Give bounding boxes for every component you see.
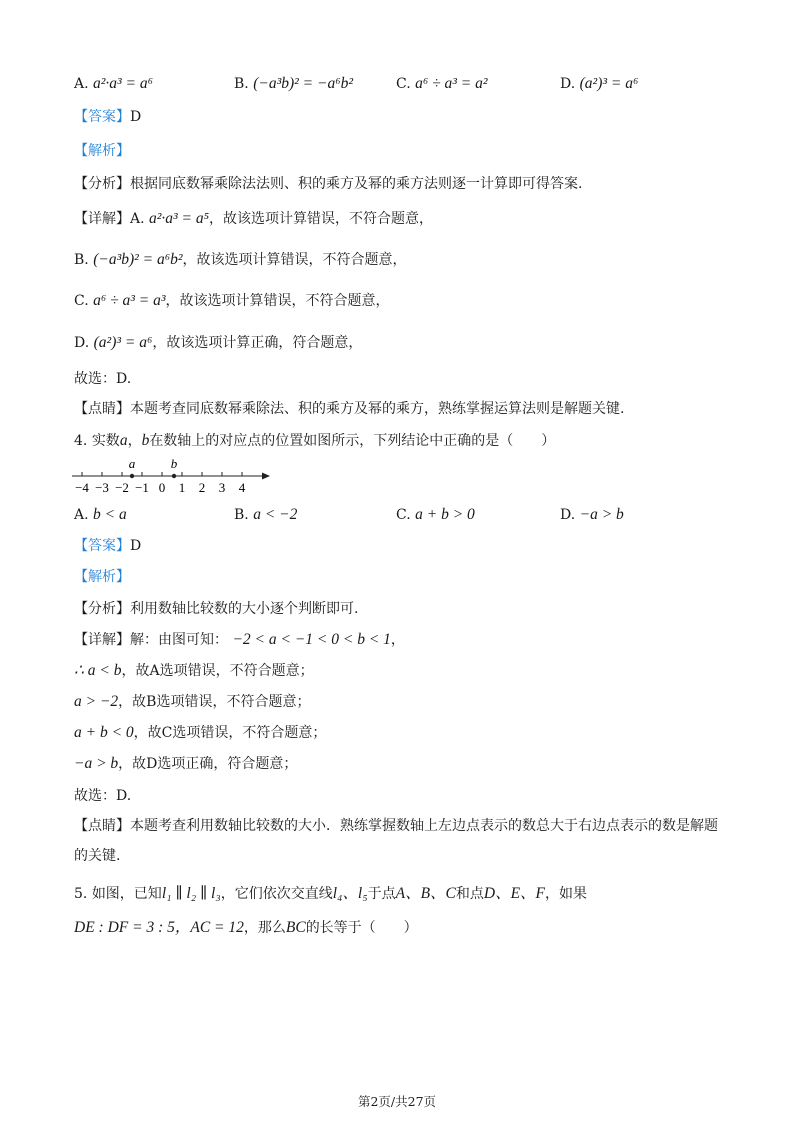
stem-text: ， [127,433,142,449]
option-expression: a⁶ ÷ a³ = a² [415,75,488,92]
option-letter: A. [74,76,89,92]
stem-text: 实数 [91,433,120,449]
detail-lead: B. [74,252,89,268]
q4-fenxi [74,599,358,619]
number-line-figure [70,452,280,496]
q5-stem-line-1 [74,884,587,904]
option-expression: a < −2 [253,506,298,523]
detail-expression: a²·a³ = a⁵ [149,210,210,227]
dianjing-text: 本题考查利用数轴比较数的大小．熟练掌握数轴上左边点表示的数总大于右边点表示的数是解题的关键. [74,818,718,864]
stem-text: ，它们依次交直线 [220,886,333,902]
q3-option-b [234,74,353,94]
detail-tag: 【详解】 [74,211,130,227]
q3-detail-b [74,250,407,270]
stem-expression: l₁ ∥ l₂ ∥ l₃ [161,885,221,902]
number-line-arrow [262,473,270,480]
option-expression: a + b > 0 [415,506,475,523]
option-expression: (a²)³ = a⁶ [579,75,639,92]
q4-option-d [560,505,624,525]
q3-dianjing [74,399,624,419]
q3-detail-c [74,291,390,311]
stem-text: 于点 [367,886,396,902]
q4-detail-line-1 [74,661,314,681]
point-a-label: a [128,456,136,471]
stem-text: 的长等于（ ） [305,920,418,936]
variable-a: a [119,432,128,449]
q3-fenxi [74,174,582,194]
answer-tag: 【答案】 [74,109,130,125]
point-a-dot [130,474,134,478]
stem-expression: l₄、l₅ [332,885,368,902]
q4-detail [74,630,405,650]
number-line-tick-label: 4 [238,480,246,495]
number-line-tick-label: −4 [75,480,89,495]
number-line-tick-label: 0 [158,480,166,495]
fenxi-tag: 【分析】 [74,601,130,617]
detail-text: ，故B选项错误，不符合题意； [118,694,311,710]
detail-text: ，故该选项计算错误，不符合题意， [209,211,434,227]
option-letter: A. [74,507,89,523]
detail-expression: a + b < 0 [74,724,134,741]
point-b-dot [172,474,176,478]
stem-text: ，如果 [545,886,588,902]
choose-text: 故选：D. [74,371,132,387]
number-line-tick-label: −2 [115,480,129,495]
answer-value: D [130,538,142,554]
dianjing-tag: 【点睛】 [74,401,130,417]
detail-text: ，故D选项正确，符合题意； [118,756,298,772]
option-expression: b < a [93,506,127,523]
detail-lead: C. [74,293,89,309]
fenxi-text: 根据同底数幂乘除法法则、积的乘方及幂的乘方法则逐一计算即可得答案. [130,176,583,192]
option-expression: a²·a³ = a⁶ [93,75,154,92]
detail-expression: −2 < a < −1 < 0 < b < 1 [232,631,391,648]
question-number: 5. [74,886,88,902]
variable-b: b [141,432,150,449]
option-letter: B. [234,507,249,523]
q4-detail-line-3 [74,723,326,743]
number-line-tick-label: 3 [218,480,226,495]
q3-detail-d [74,333,362,353]
detail-expression: a > −2 [74,693,119,710]
q4-option-a [74,505,127,525]
q4-stem [74,431,555,451]
stem-expression: A、B、C [395,885,456,902]
q3-option-a [74,74,153,94]
question-number: 4. [74,433,88,449]
q3-option-c [396,74,488,94]
detail-expression: −a > b [74,755,119,772]
stem-text: 和点 [455,886,484,902]
option-letter: C. [396,76,411,92]
option-letter: D. [560,507,576,523]
option-letter: B. [234,76,249,92]
answer-tag: 【答案】 [74,538,130,554]
fenxi-text: 利用数轴比较数的大小逐个判断即可. [130,601,359,617]
number-line-tick-label: 1 [178,480,186,495]
q4-dianjing [74,811,724,871]
q3-choose [74,369,131,389]
stem-expression: BC [285,919,306,936]
detail-expression: a⁶ ÷ a³ = a³ [93,292,166,309]
detail-lead: A. [130,211,145,227]
detail-tag: 【详解】 [74,632,130,648]
detail-expression: (−a³b)² = a⁶b² [93,251,183,268]
stem-expression: D、E、F [483,885,546,902]
number-line-tick-label: 2 [198,480,206,495]
q4-detail-line-4 [74,754,297,774]
number-line-tick-label: −3 [95,480,109,495]
detail-expression: (a²)³ = a⁶ [93,334,153,351]
q5-stem-line-2 [74,918,418,938]
q3-option-d [560,74,638,94]
detail-text: ， [390,632,405,648]
detail-lead: 解：由图可知： [130,632,228,648]
q4-choose [74,786,131,806]
detail-text: ，故C选项错误，不符合题意； [133,725,327,741]
q3-analysis-heading [74,141,130,161]
detail-text: ，故该选项计算正确，符合题意， [152,335,363,351]
stem-text: 如图，已知 [91,886,162,902]
dianjing-text: 本题考查同底数幂乘除法、积的乘方及幂的乘方，熟练掌握运算法则是解题关键. [130,401,625,417]
q4-option-c [396,505,475,525]
fenxi-tag: 【分析】 [74,176,130,192]
option-expression: (−a³b)² = −a⁶b² [253,75,353,92]
option-expression: −a > b [579,506,624,523]
stem-text: ，那么 [243,920,286,936]
option-letter: C. [396,507,411,523]
detail-expression: ∴ a < b [74,662,122,679]
choose-text: 故选：D. [74,788,132,804]
analysis-tag: 【解析】 [74,569,130,585]
q4-analysis-heading [74,567,130,587]
detail-text: ，故该选项计算错误，不符合题意， [165,293,390,309]
answer-value: D [130,109,142,125]
detail-lead: D. [74,335,90,351]
q4-detail-line-2 [74,692,310,712]
detail-text: ，故该选项计算错误，不符合题意， [182,252,407,268]
page-footer: 第2页/共27页 [357,1094,437,1109]
q3-answer [74,107,141,127]
stem-expression: DE : DF = 3 : 5，AC = 12 [74,919,244,936]
q4-answer [74,536,141,556]
q3-detail-a [74,209,433,229]
detail-text: ，故A选项错误，不符合题意； [121,663,314,679]
number-line-tick-label: −1 [135,480,149,495]
q4-option-b [234,505,297,525]
dianjing-tag: 【点睛】 [74,818,130,834]
option-letter: D. [560,76,576,92]
point-b-label: b [170,456,178,471]
analysis-tag: 【解析】 [74,143,130,159]
stem-text: 在数轴上的对应点的位置如图所示，下列结论中正确的是（ ） [149,433,556,449]
